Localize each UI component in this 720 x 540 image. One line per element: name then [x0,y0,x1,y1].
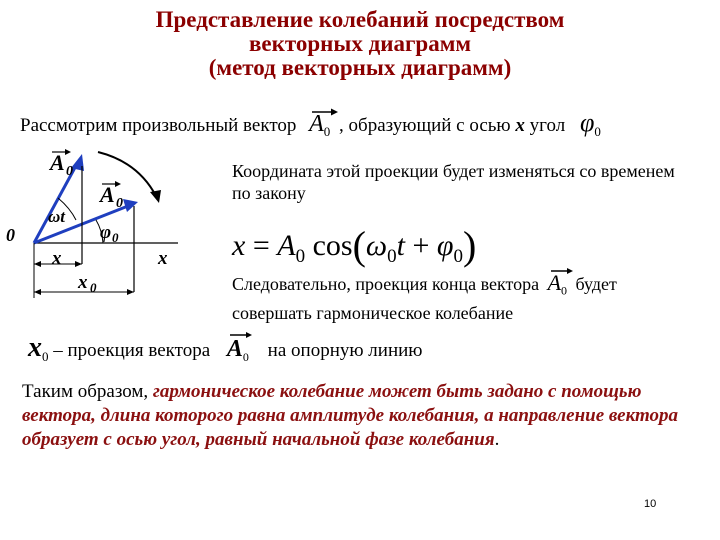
intro-axis: x [515,115,525,136]
summary-lead: Таким образом, [22,381,149,402]
projection-vector: $A_0$ [227,336,249,365]
label-phi: φ [100,222,112,243]
summary-paragraph [22,380,702,452]
projection-prefix: – проекция вектора [53,340,211,361]
label-omega-t: ωt [48,207,66,226]
label-a0-sub: 0 [66,164,73,179]
title-line-3: (метод векторных диаграмм) [208,55,512,80]
formula-eq: = [252,229,270,262]
formula-phi: φ [436,229,454,262]
intro-angle: $\varphi_0$ [579,108,601,139]
formula-plus: + [412,229,430,262]
consequence-prefix: Следовательно, проекция конца вектора [232,274,540,294]
page-number: 10 [644,498,657,510]
label-phi-sub: 0 [112,230,119,245]
vector-diagram [0,140,220,310]
label-origin: 0 [6,225,15,245]
projection-line [28,332,422,365]
label-rotated-a0: A [100,182,115,207]
intro-prefix: Рассмотрим произвольный вектор [20,115,297,136]
title-line-1: Представление колебаний посредством [155,7,565,32]
intro-suffix: угол [529,115,566,136]
formula-func: cos [312,229,353,262]
coordinate-text: Координата этой проекции будет изменяться со временем по закону [232,161,675,203]
vector-arrow-icon [229,330,253,340]
consequence-vector: $A_0$ [548,272,567,302]
formula-amp: A [277,229,296,262]
formula-amp-sub: 0 [295,246,306,267]
summary-emphasis: гармоническое колебание может быть задано с помощью вектора, длина которого равна амплитуде колебания, а направление вектора образует с осью угол, равный начальной фазе колебания [22,381,679,450]
consequence-line2: совершать гармоническое колебание [232,302,514,323]
label-x-proj: x [52,248,62,269]
label-x0: x [78,272,88,293]
projection-symbol: x [28,332,42,363]
formula-t: t [396,229,405,262]
formula-omega: ω [365,229,388,262]
summary-tail: . [494,429,500,450]
formula-phi-sub: 0 [453,246,463,267]
oscillation-formula: $x = A_0$ $\cos(\omega_0t + \varphi_0)$ [232,223,477,268]
vector-arrow-icon [550,266,574,276]
label-a0: A [50,150,65,175]
slide-title [0,8,720,80]
title-line-2: векторных диаграмм [248,31,472,56]
intro-line [20,108,601,140]
intro-middle: , образующий с осью [339,115,511,136]
consequence-suffix: будет [575,274,617,294]
intro-vector: $A_0$ [309,111,330,140]
label-x-axis: x [158,248,168,269]
vector-arrow-icon [311,107,339,117]
formula-lhs: x [232,229,246,262]
consequence-text [232,272,702,324]
vector-rotated-arrowhead [123,199,138,212]
formula-omega-sub: 0 [387,246,397,267]
projection-sub: 0 [42,348,49,364]
rotation-arrow-icon [150,190,161,203]
label-rotated-sub: 0 [116,196,123,211]
projection-suffix: на опорную линию [267,340,423,361]
label-x0-sub: 0 [90,280,97,295]
